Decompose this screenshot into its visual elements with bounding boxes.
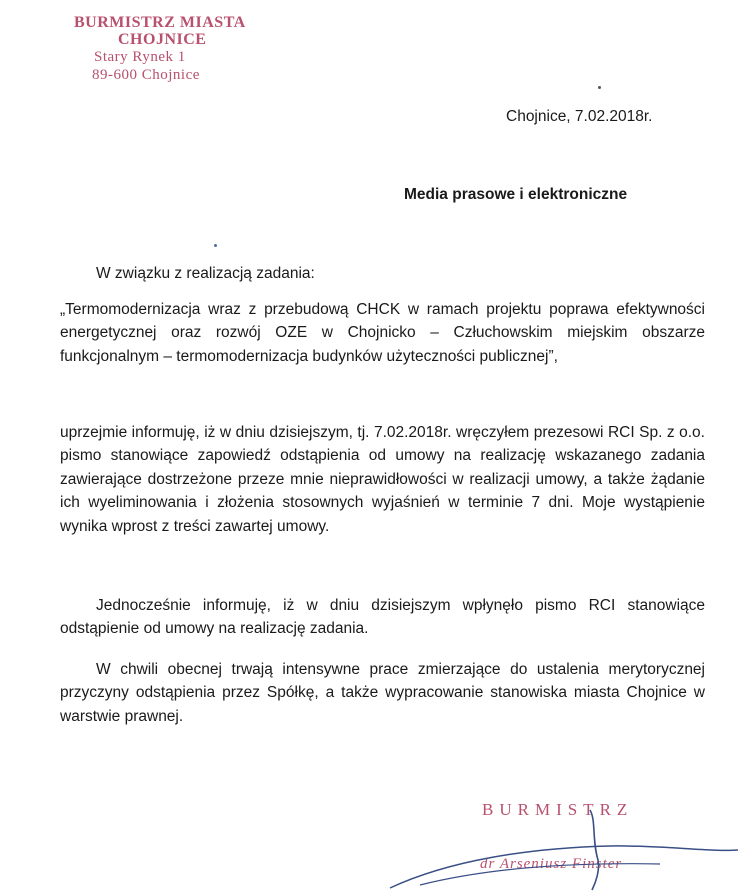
paragraph-1: uprzejmie informuję, iż w dniu dzisiejszym, tj. 7.02.2018r. wręczyłem prezesowi RCI Sp. z o.o. pismo stanowiące zapowiedź odstąpienia od umowy na realizację wskazanego zadania zawierające dostrzeżone przeze mnie nieprawidłowości w realizacji umowy, a także żądanie ich wyeliminowania i złożenia stosownych wyjaśnień w terminie 7 dni. Moje wystąpienie wynika wprost z treści zawartej umowy. [60, 424, 705, 535]
signature-stamp-name: dr Arseniusz Finster [480, 856, 623, 872]
letter-date: Chojnice, 7.02.2018r. [506, 108, 653, 125]
stamp-line-1: BURMISTRZ MIASTA [74, 14, 246, 31]
ink-speck [214, 244, 217, 247]
stamp-line-3: Stary Rynek 1 [94, 49, 186, 65]
addressee: Media prasowe i elektroniczne [404, 186, 628, 203]
paragraph-2: Jednocześnie informuję, iż w dniu dzisiejszym wpłynęło pismo RCI stanowiące odstąpienie od umowy na realizację zadania. [60, 597, 705, 638]
paragraph-3: W chwili obecnej trwają intensywne prace zmierzające do ustalenia merytorycznej przyczyny odstąpienia przez Spółkę, a także wypracowanie stanowiska miasta Chojnice w warstwie prawnej. [60, 661, 705, 725]
handwritten-signature [360, 790, 740, 891]
intro-text: W związku z realizacją zadania: [96, 265, 315, 282]
ink-speck [598, 86, 601, 89]
stamp-line-4: 89-600 Chojnice [92, 67, 200, 83]
project-title: „Termomodernizacja wraz z przebudową CHCK w ramach projektu poprawa efektywności energetycznej oraz rozwój OZE w Chojnicko – Człuchowskim miejskim obszarze funkcjonalnym – termomodernizacja budynków użyteczności publicznej”, [60, 301, 705, 365]
stamp-line-2: CHOJNICE [118, 31, 207, 48]
sender-stamp [74, 14, 246, 84]
signature-stamp-title: BURMISTRZ [482, 800, 634, 819]
